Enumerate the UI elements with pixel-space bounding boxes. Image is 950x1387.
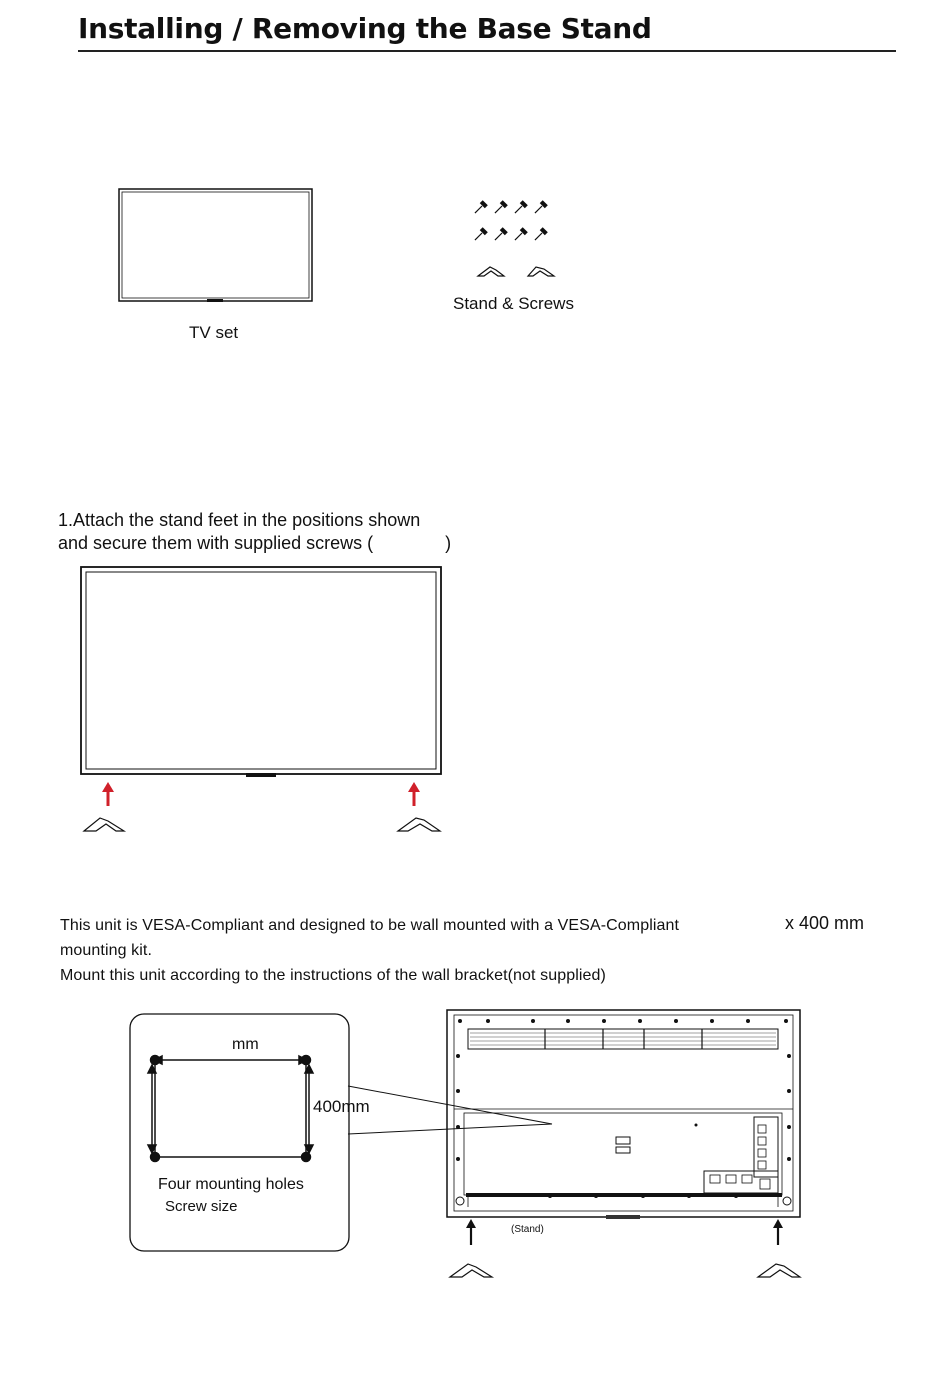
page-title: Installing / Removing the Base Stand xyxy=(78,12,652,45)
stand-and-screws-label: Stand & Screws xyxy=(453,294,574,313)
vesa-line3: Mount this unit according to the instructions of the wall bracket(not supplied) xyxy=(60,967,606,984)
step1-line2-start: and secure them with supplied screws ( xyxy=(58,533,374,553)
vesa-width-unit: mm xyxy=(232,1036,259,1053)
four-mounting-holes-label: Four mounting holes xyxy=(158,1176,304,1193)
rear-stand-arrows xyxy=(440,1216,810,1282)
vesa-line2: mounting kit. xyxy=(60,942,153,959)
vesa-line1: This unit is VESA-Compliant and designed to be wall mounted with a VESA-Compliant xyxy=(60,917,680,934)
tv-set-label: TV set xyxy=(189,323,239,342)
tv-rear-view-illustration xyxy=(446,1009,802,1221)
screw-size-label: Screw size xyxy=(165,1198,238,1215)
vesa-height-label: 400mm xyxy=(313,1097,370,1116)
vesa-size-suffix: x 400 mm xyxy=(785,913,865,933)
stand-tag-label: (Stand) xyxy=(511,1224,544,1235)
step1-line1: 1.Attach the stand feet in the positions shown xyxy=(58,510,421,530)
step1-line2-end: ) xyxy=(445,533,452,553)
